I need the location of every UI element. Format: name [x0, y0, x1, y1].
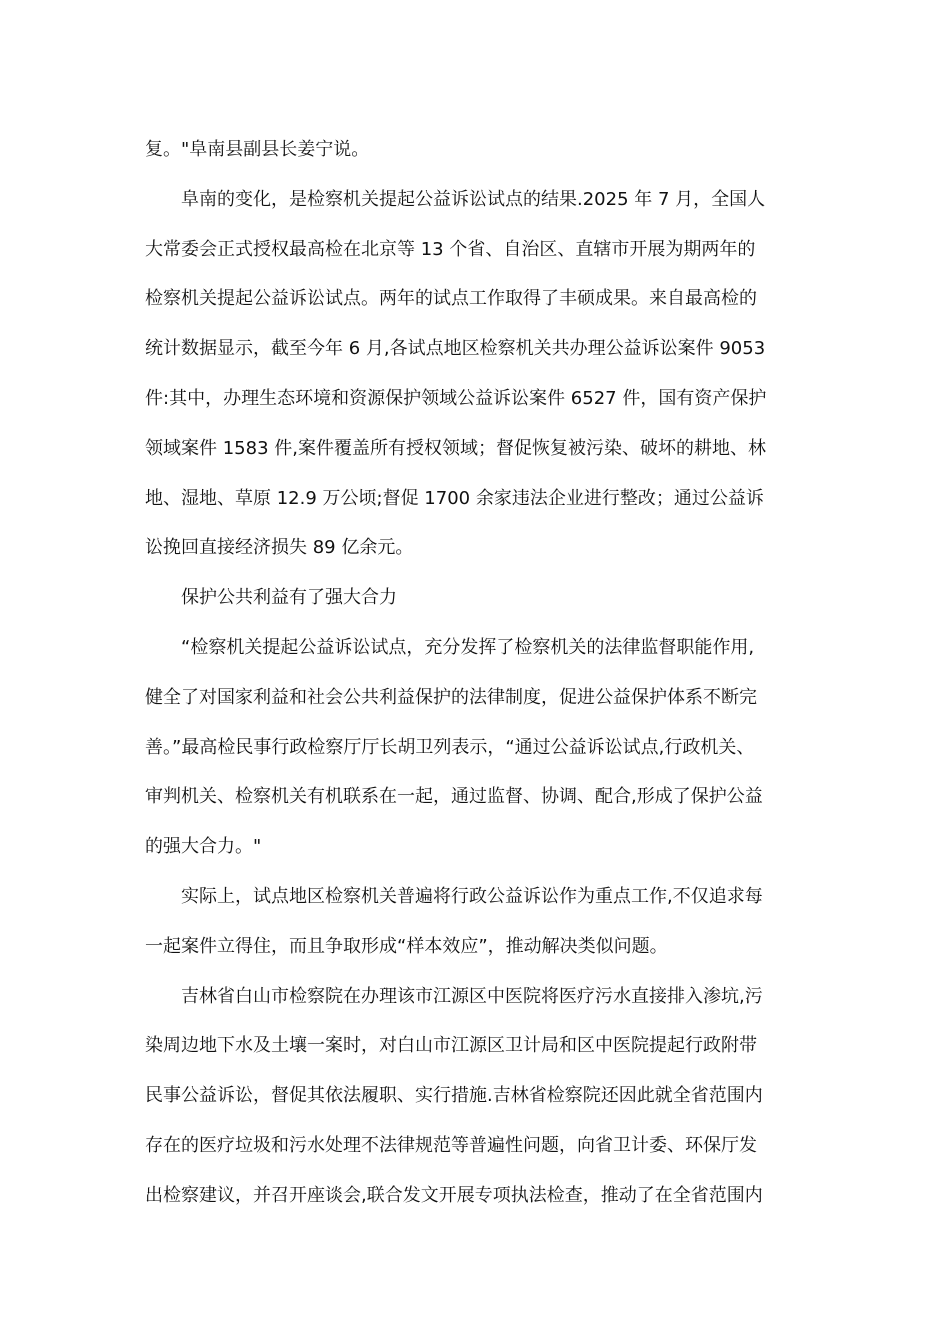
- text-line: 讼挽回直接经济损失 89 亿余元。: [145, 537, 414, 559]
- text-line: 一起案件立得住，而且争取形成“样本效应”，推动解决类似问题。: [145, 935, 668, 957]
- text-line: 吉林省白山市检察院在办理该市江源区中医院将医疗污水直接排入渗坑,污: [181, 985, 763, 1007]
- text-line: 审判机关、检察机关有机联系在一起，通过监督、协调、配合,形成了保护公益: [145, 786, 763, 808]
- text-line: 实际上，试点地区检察机关普遍将行政公益诉讼作为重点工作,不仅追求每: [181, 885, 763, 907]
- text-line: “检察机关提起公益诉讼试点，充分发挥了检察机关的法律监督职能作用,: [181, 636, 755, 658]
- text-line: 复。"阜南县副县长姜宁说。: [145, 139, 370, 160]
- text-line: 存在的医疗垃圾和污水处理不法律规范等普遍性问题，向省卫计委、环保厅发: [145, 1134, 757, 1156]
- text-line: 领域案件 1583 件,案件覆盖所有授权领域；督促恢复被污染、破坏的耕地、林: [145, 437, 766, 459]
- article-body: [145, 132, 810, 1228]
- text-line: 保护公共利益有了强大合力: [181, 587, 397, 609]
- text-line: 善。”最高检民事行政检察厅厅长胡卫列表示，“通过公益诉讼试点,行政机关、: [145, 736, 755, 758]
- text-line: 的强大合力。": [145, 836, 262, 858]
- text-line: 地、湿地、草原 12.9 万公顷;督促 1700 余家违法企业进行整改；通过公益诉: [145, 487, 764, 509]
- text-line: 民事公益诉讼，督促其依法履职、实行措施.吉林省检察院还因此就全省范围内: [145, 1085, 763, 1107]
- text-line: 检察机关提起公益诉讼试点。两年的试点工作取得了丰硕成果。来自最高检的: [145, 288, 757, 310]
- text-line: 染周边地下水及土壤一案时，对白山市江源区卫计局和区中医院提起行政附带: [145, 1035, 757, 1057]
- text-line: 健全了对国家利益和社会公共利益保护的法律制度，促进公益保护体系不断完: [145, 686, 757, 708]
- text-line: 阜南的变化，是检察机关提起公益诉讼试点的结果.2025 年 7 月，全国人: [181, 188, 766, 210]
- text-line: 统计数据显示，截至今年 6 月,各试点地区检察机关共办理公益诉讼案件 9053: [145, 338, 766, 360]
- text-line: 出检察建议，并召开座谈会,联合发文开展专项执法检查，推动了在全省范围内: [145, 1184, 763, 1206]
- text-line: 大常委会正式授权最高检在北京等 13 个省、自治区、直辖市开展为期两年的: [145, 238, 756, 260]
- text-line: 件:其中，办理生态环境和资源保护领域公益诉讼案件 6527 件，国有资产保护: [145, 387, 767, 409]
